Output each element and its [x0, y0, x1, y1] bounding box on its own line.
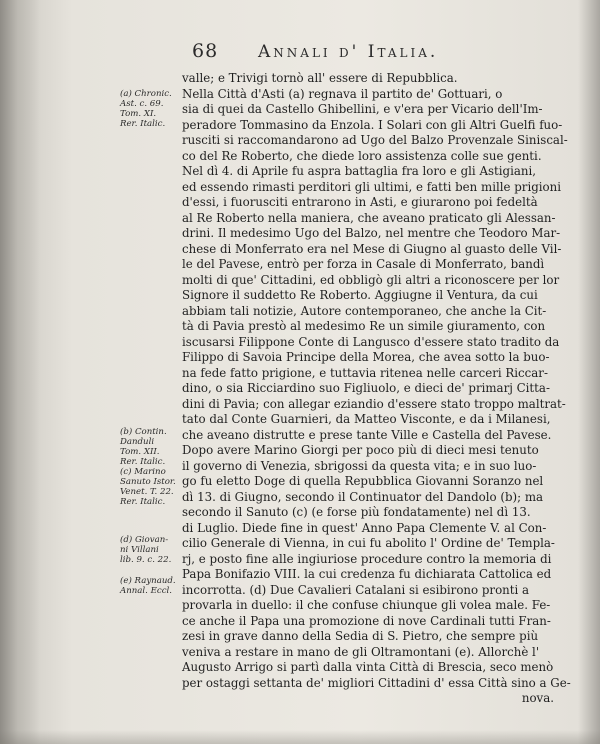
text-line: tà di Pavia prestò al medesimo Re un simile giuramento, con — [182, 319, 546, 333]
text-line: Dopo avere Marino Giorgi per poco più di dieci mesi tenuto — [182, 443, 539, 457]
text-line: Augusto Arrigo si partì dalla vinta Città di Brescia, seco menò — [182, 660, 554, 674]
text-line: Filippo di Savoia Principe della Morea, che avea sotto la buo- — [182, 350, 550, 364]
margin-note-line: (c) Marino — [120, 467, 166, 477]
text-line: Nella Città d'Asti (a) regnava il partito de' Gottuari, o — [182, 86, 503, 101]
text-line: molti di que' Cittadini, ed obbligò gli altri a riconoscere per lor — [182, 272, 560, 287]
text-line: rusciti si raccomandarono ad Ugo del Balzo Provenzale Siniscal- — [182, 133, 568, 147]
text-line: co del Re Roberto, che diede loro assistenza colle sue genti. — [182, 148, 542, 163]
margin-note-line: Rer. Italic. — [120, 119, 166, 129]
text-line: nova. — [521, 691, 554, 705]
text-line: le del Pavese, entrò per forza in Casale di Monferrato, bandì — [182, 257, 545, 271]
margin-note-line: (b) Contin. — [120, 427, 167, 437]
text-line: il governo di Venezia, sbrigossi da questa vita; e in suo luo- — [182, 458, 537, 473]
margin-note-line: Rer. Italic. — [120, 457, 166, 467]
margin-note-line: Rer. Italic. — [120, 497, 166, 507]
margin-note-line: ni Villani — [120, 545, 159, 555]
text-line: che aveano distrutte e prese tante Ville e Castella del Pavese. — [182, 427, 552, 442]
text-line: d'essi, i fuorusciti entrarono in Asti, e giurarono poi fedeltà — [182, 195, 538, 209]
margin-note-line: Ast. c. 69. — [120, 99, 164, 109]
text-line: ed essendo rimasti perditori gli ultimi, e fatti ben mille prigioni — [182, 179, 562, 194]
margin-note-line: Sanuto Istor. — [120, 477, 176, 487]
text-line: di Luglio. Diede fine in quest' Anno Papa Clemente V. al Con- — [182, 520, 547, 535]
text-line: na fede fatto prigione, e tuttavia ritenea nelle carceri Riccar- — [182, 365, 548, 380]
text-line: Nel dì 4. di Aprile fu aspra battaglia fra loro e gli Astigiani, — [182, 164, 537, 178]
text-line: drini. Il medesimo Ugo del Balzo, nel mentre che Teodoro Mar- — [182, 226, 561, 240]
text-line: Papa Bonifazio VIII. la cui credenza fu dichiarata Cattolica ed — [182, 567, 552, 581]
running-head: Annali d' Italia. — [258, 42, 439, 62]
text-line: per ostaggi settanta de' migliori Cittadini d' essa Città sino a Ge- — [182, 675, 571, 690]
text-line: abbiam tali notizie, Autore contemporaneo, che anche la Cit- — [182, 303, 547, 318]
text-line: valle; e Trivigi tornò all' essere di Repubblica. — [182, 71, 458, 85]
margin-note-line: (d) Giovan- — [120, 535, 169, 545]
text-line: peradore Tommasino da Enzola. I Solari con gli Altri Guelfi fuo- — [182, 117, 563, 132]
margin-note-line: lib. 9. c. 22. — [120, 555, 172, 565]
text-line: provarla in duello: il che confuse chiunque gli volea male. Fe- — [182, 598, 551, 612]
text-line: ce anche il Papa una promozione di nove Cardinali tutti Fran- — [182, 613, 551, 628]
edge-shadow — [578, 0, 600, 744]
margin-note-line: Danduli — [120, 437, 155, 447]
margin-note-line: (e) Raynaud. — [120, 576, 176, 586]
margin-note-line: Tom. XII. — [120, 447, 160, 457]
text-line: secondo il Sanuto (c) (e forse più fondatamente) nel dì 13. — [182, 505, 531, 519]
text-line: dì 13. di Giugno, secondo il Continuator del Dandolo (b); ma — [182, 489, 544, 504]
text-line: tato dal Conte Guarnieri, da Matteo Visconte, e da i Milanesi, — [182, 412, 551, 426]
margin-note-line: (a) Chronic. — [120, 89, 172, 99]
text-line: iscusarsi Filippone Conte di Langusco d'essere stato tradito da — [182, 334, 560, 349]
margin-note-line: Annal. Eccl. — [120, 586, 172, 596]
binding-shadow — [0, 0, 40, 744]
text-line: sia di quei da Castello Ghibellini, e v'era per Vicario dell'Im- — [182, 102, 543, 116]
margin-note-line: Venet. T. 22. — [120, 487, 174, 497]
text-line: rj, e posto fine alle ingiuriose procedure contro la memoria di — [182, 551, 552, 566]
text-line: incorrotta. (d) Due Cavalieri Catalani si esibirono pronti a — [182, 582, 530, 597]
text-line: Signore il suddetto Re Roberto. Aggiugne il Ventura, da cui — [182, 288, 538, 302]
text-line: dino, o sia Ricciardino suo Figliuolo, e dieci de' primarj Citta- — [182, 381, 550, 395]
text-line: chese di Monferrato era nel Mese di Giugno al guasto delle Vil- — [182, 241, 562, 256]
text-line: zesi in grave danno della Sedia di S. Pietro, che sempre più — [182, 629, 539, 643]
text-line: cilio Generale di Vienna, in cui fu abolito l' Ordine de' Templa- — [182, 536, 555, 550]
page-number: 68 — [192, 40, 219, 62]
text-line: go fu eletto Doge di quella Repubblica Giovanni Soranzo nel — [182, 474, 544, 488]
margin-note-line: Tom. XI. — [120, 109, 157, 119]
text-line: dini di Pavia; con allegar eziandio d'essere stato troppo maltrat- — [182, 396, 566, 411]
body-text — [182, 71, 571, 707]
bottom-shadow — [0, 730, 600, 744]
text-line: al Re Roberto nella maniera, che aveano praticato gli Alessan- — [182, 210, 556, 225]
text-line: veniva a restare in mano de gli Oltramontani (e). Allorchè l' — [182, 644, 540, 659]
